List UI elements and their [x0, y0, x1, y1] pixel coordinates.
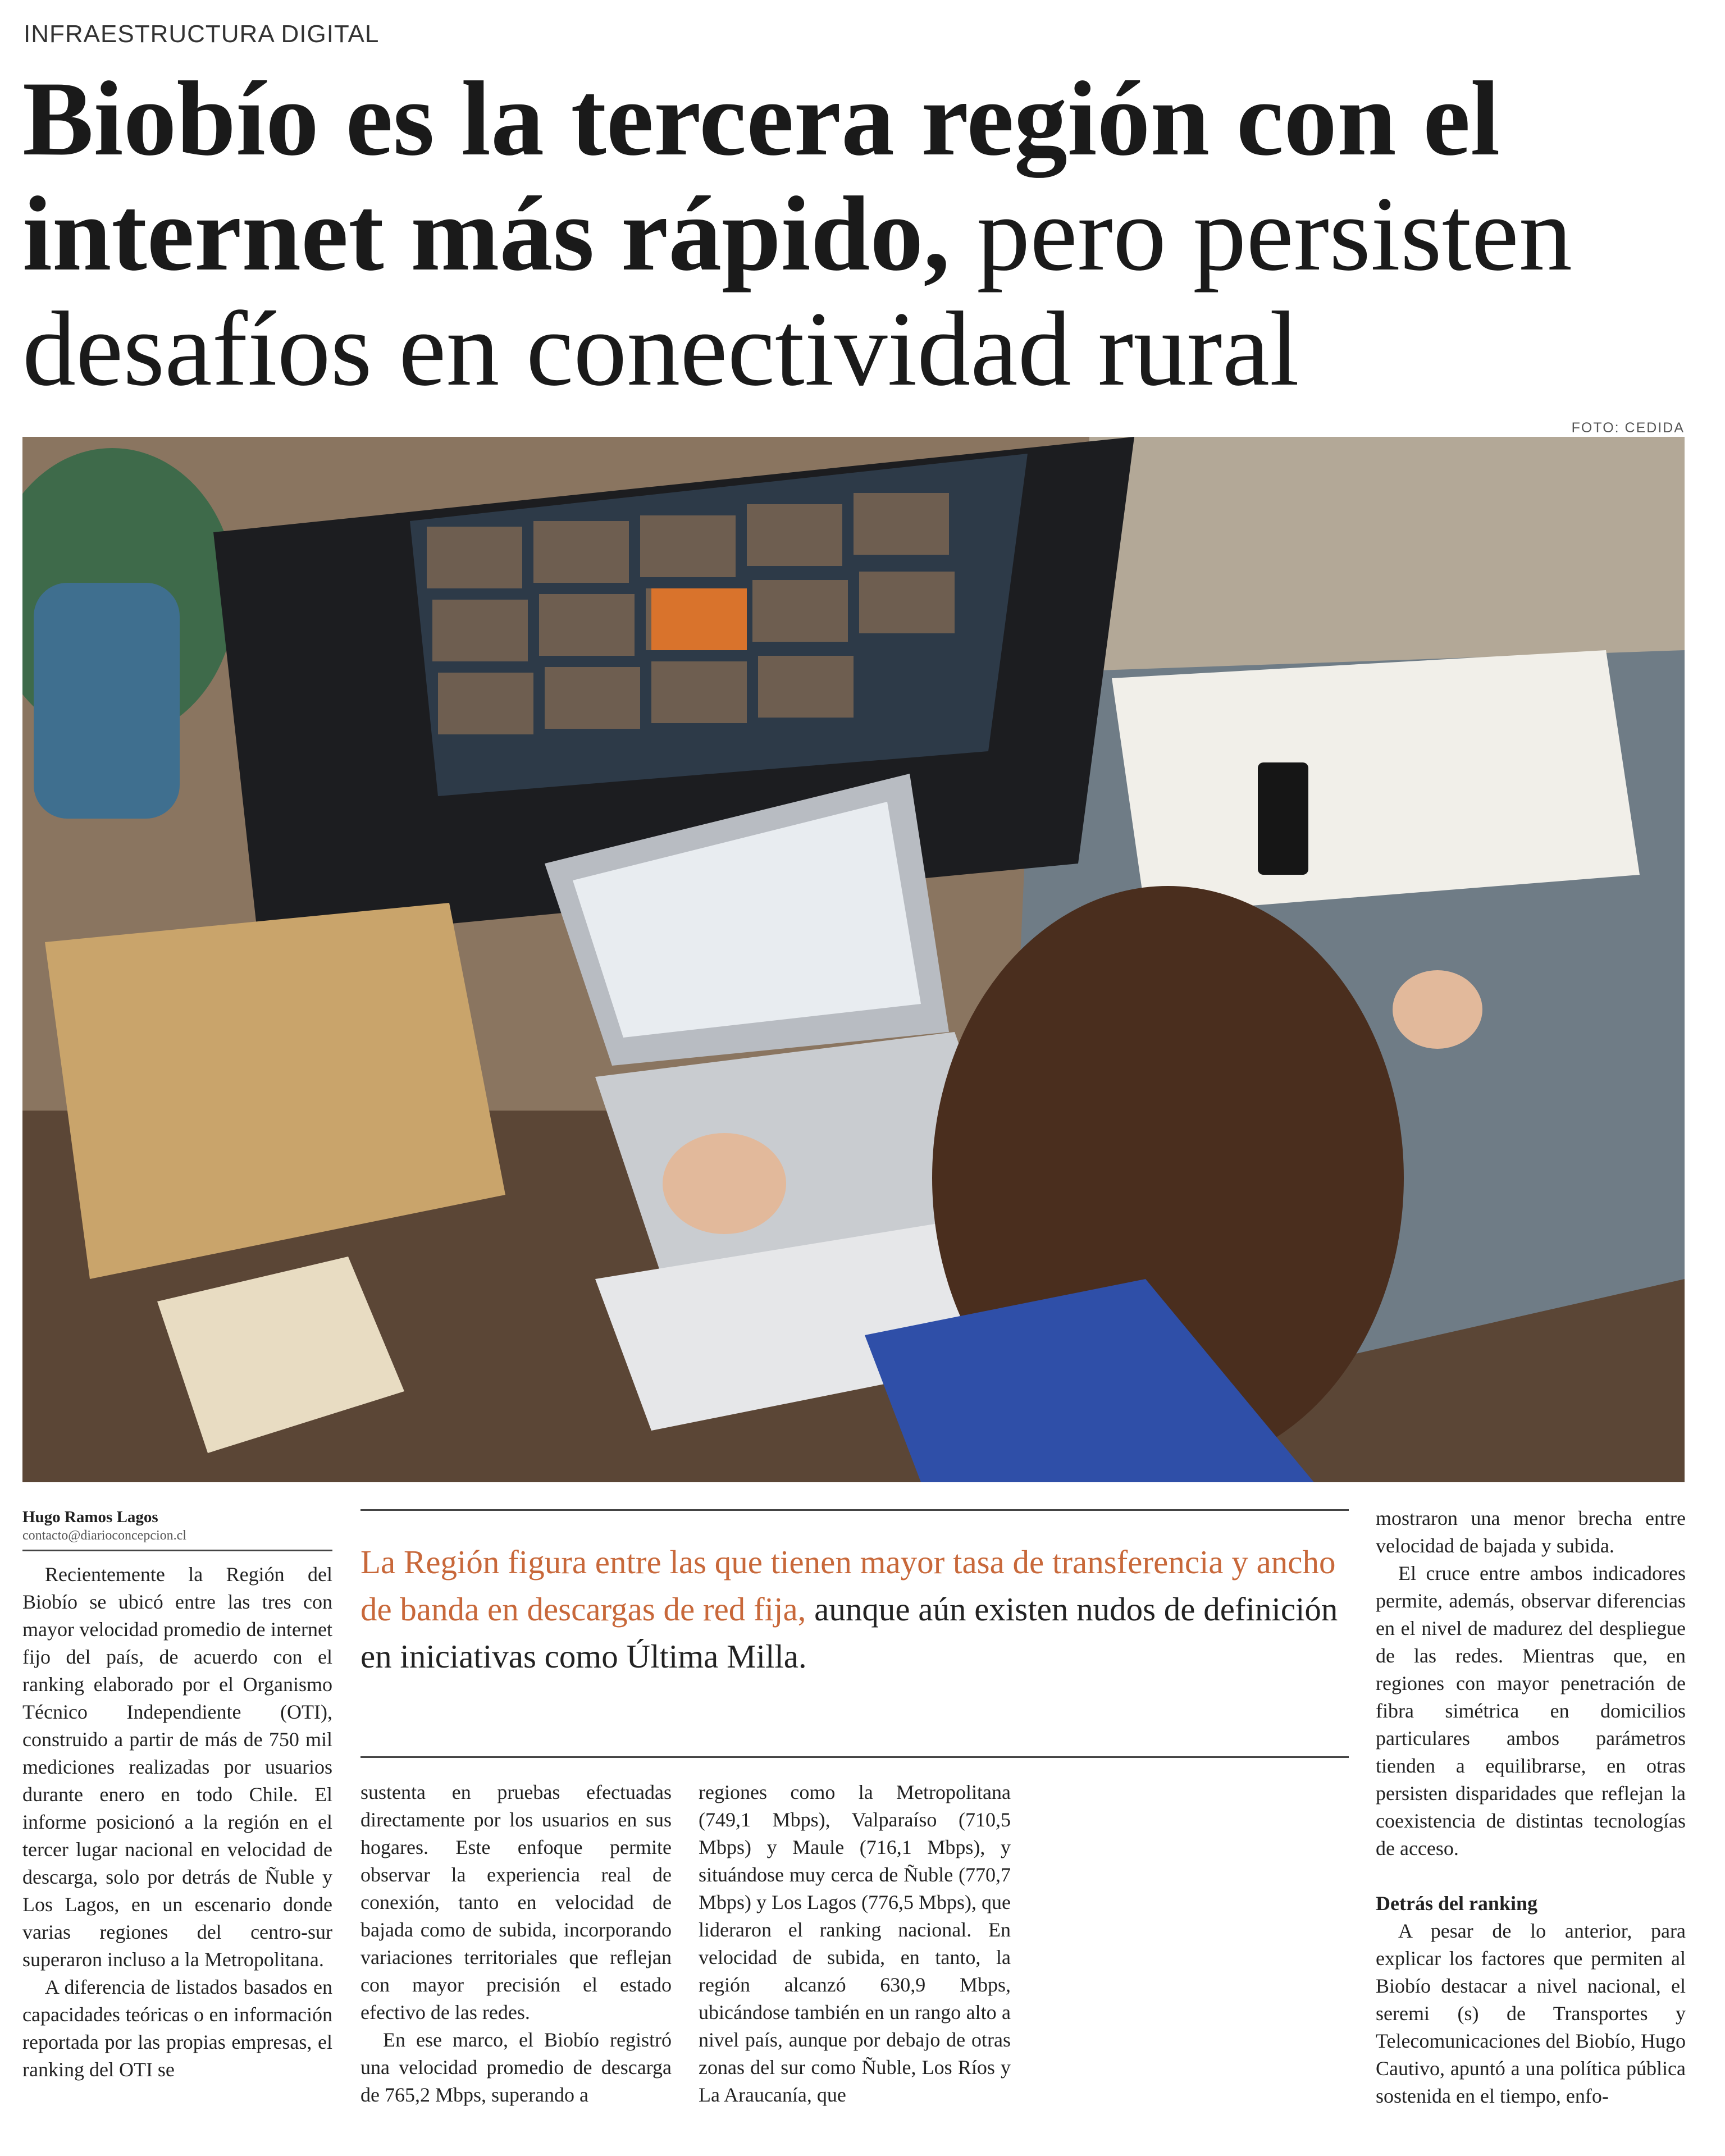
column-3 [699, 1779, 1011, 2109]
column-3-paragraph-1: regiones como la Metropolitana (749,1 Mbps), Valparaíso (710,5 Mbps) y Maule (716,1 Mbps), y situándose muy cerca de Ñuble (770,7 Mbps) y Los Lagos (776,5 Mbps), que lideraron el ranking nacional. En velocidad de subida, en tanto, la región alcanzó 630,9 Mbps, ubicándose también en un rango alto a nivel país, aunque por debajo de otras zonas del sur como Ñuble, Los Ríos y La Araucanía, que [699, 1781, 1011, 2106]
byline-author: Hugo Ramos Lagos [22, 1508, 158, 1526]
headline-bold: Biobío es la tercera región con el internet más rápido, [22, 60, 1500, 293]
column-4 [1376, 1505, 1686, 2110]
lead-highlight: La Región figura entre las que tienen mayor tasa de transferencia y ancho de banda en descargas de red fija, [360, 1543, 1336, 1628]
column-4-paragraph-1: mostraron una menor brecha entre velocidad de bajada y subida. [1376, 1507, 1686, 1557]
column-1-paragraph-1: Recientemente la Región del Biobío se ubicó entre las tres con mayor velocidad promedio de internet fijo del país, de acuerdo con el ranking elaborado por el Organismo Técnico Independiente (OTI), construido a partir de más de 750 mil mediciones realizadas por usuarios durante enero en todo Chile. El informe posicionó a la región en el tercer lugar nacional en velocidad de descarga, solo por detrás de Ñuble y Los Lagos, en un escenario donde varias regiones del centro-sur superaron incluso a la Metropolitana. [22, 1563, 332, 1971]
lead-top-rule [360, 1509, 1349, 1511]
photo-illustration [22, 437, 1685, 1482]
lead-rest: aunque aún existen nudos de definición en iniciativas como Última Milla. [360, 1591, 1338, 1675]
article-photo [22, 437, 1685, 1482]
section-label: INFRAESTRUCTURA DIGITAL [24, 20, 380, 48]
headline [22, 62, 1701, 407]
photo-credit: FOTO: CEDIDA [1571, 420, 1685, 436]
headline-rest: pero persisten desafíos en conectividad rural [22, 175, 1572, 408]
column-4-paragraph-2: El cruce entre ambos indicadores permite, además, observar diferencias en el nivel de madurez del despliegue de las redes. Mientras que, en regiones con mayor penetración de fibra simétrica en domicilios particulares ambos parámetros tienden a equilibrarse, en otras persisten disparidades que reflejan la coexistencia de distintas tecnologías de acceso. [1376, 1562, 1686, 1860]
byline-email[interactable]: contacto@diarioconcepcion.cl [22, 1528, 186, 1543]
lead-paragraph [360, 1538, 1349, 1680]
column-2 [360, 1779, 672, 2109]
column-2-paragraph-2: En ese marco, el Biobío registró una velocidad promedio de descarga de 765,2 Mbps, superando a [360, 2029, 672, 2106]
column-1 [22, 1561, 332, 2084]
subhead-detras-del-ranking: Detrás del ranking [1376, 1892, 1537, 1915]
lead-bottom-rule [360, 1756, 1349, 1758]
byline-rule [22, 1550, 332, 1551]
column-2-paragraph-1: sustenta en pruebas efectuadas directamente por los usuarios en sus hogares. Este enfoque permite observar la experiencia real de conexión, tanto en velocidad de bajada como de subida, incorporando variaciones territoriales que reflejan con mayor precisión el estado efectivo de las redes. [360, 1781, 672, 2023]
column-4-paragraph-3: A pesar de lo anterior, para explicar los factores que permiten al Biobío destacar a nivel nacional, el seremi (s) de Transportes y Telecomunicaciones del Biobío, Hugo Cautivo, apuntó a una política pública sostenida en el tiempo, enfo- [1376, 1920, 1686, 2107]
column-1-paragraph-2: A diferencia de listados basados en capacidades teóricas o en información reportada por las propias empresas, el ranking del OTI se [22, 1976, 332, 2081]
